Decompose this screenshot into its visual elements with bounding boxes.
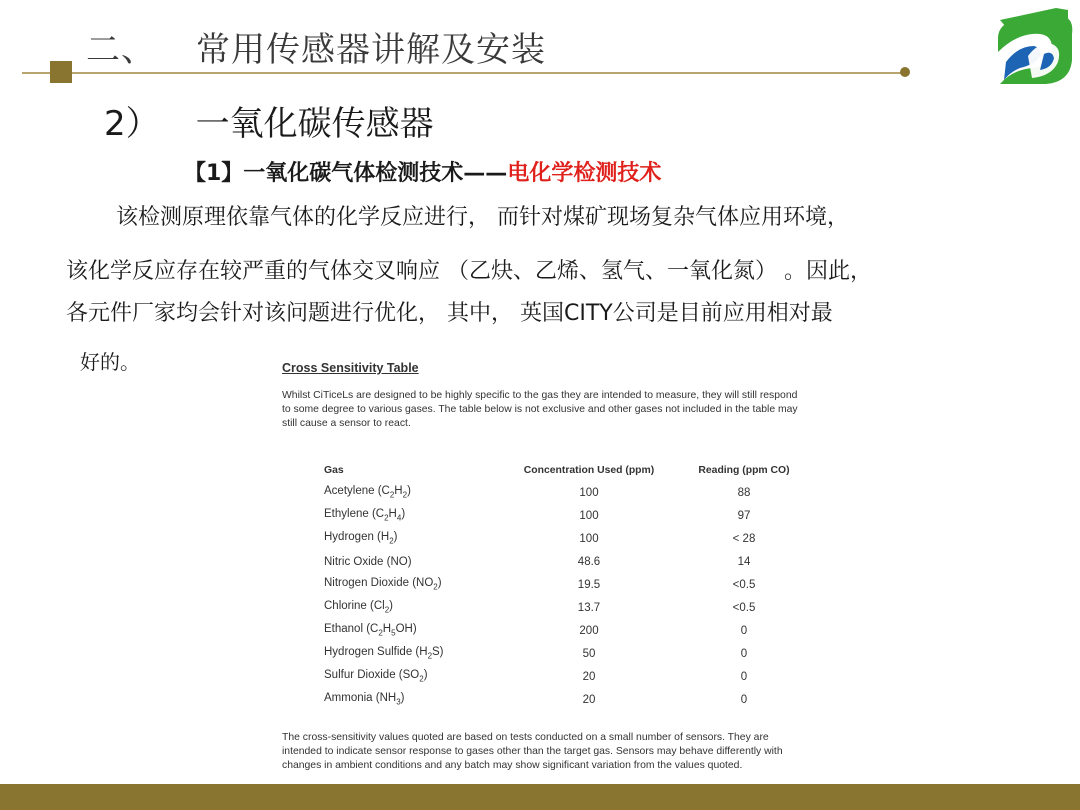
table-row [324,688,804,711]
header-rule [22,72,906,74]
table-header-row [324,459,804,481]
cell-reading: <0.5 [732,601,756,614]
column-header-gas: Gas [324,464,344,476]
paragraph-line-2: 该化学反应存在较严重的气体交叉响应 （乙炔、乙烯、氢气、一氧化氮） 。因此， [66,259,872,284]
table-row [324,573,804,596]
cell-reading: < 28 [732,532,756,545]
cell-reading: 0 [740,693,748,706]
table-title: Cross Sensitivity Table [282,361,419,375]
table-intro-line: still cause a sensor to react. [282,418,411,429]
cell-reading: 14 [737,555,751,568]
table-row [324,550,804,573]
cell-gas: Hydrogen Sulfide $(H_2S)$ [324,646,444,661]
table-intro-line: Whilst CiTiceLs are designed to be highly specific to the gas they are intended to measure, they will still respond [282,390,798,401]
cell-reading: 0 [740,624,748,637]
section-title [86,22,546,71]
cell-concentration: 13.7 [577,601,601,614]
cell-concentration: 100 [579,532,599,545]
cell-gas: Chlorine $(Cl_2)$ [324,600,394,615]
paragraph-line-4: 好的。 [80,350,140,374]
header-dot-marker [900,67,910,77]
column-header-concentration: Concentration Used (ppm) [523,464,655,476]
cell-reading: 88 [737,486,751,499]
cell-concentration: 20 [582,693,596,706]
sub-title-number: 2） [104,104,160,144]
cell-concentration: 100 [579,486,599,499]
heading-prefix: 【1】一氧化碳气体检测技术—— [184,161,508,186]
paragraph-line-3: 各元件厂家均会针对该问题进行优化， 其中， 英国CITY公司是目前应用相对最 [66,301,833,326]
cell-gas: Ethylene $(C_2H_4)$ [324,508,406,523]
cell-concentration: 50 [582,647,596,660]
table-row [324,665,804,688]
table-row [324,596,804,619]
cell-reading: 0 [740,670,748,683]
technique-heading [184,156,661,187]
sub-title [104,96,434,145]
table-intro-line: to some degree to various gases. The table below is not exclusive and other gases not included in the table may [282,404,798,415]
cross-sensitivity-table [324,459,804,711]
table-footnote-line: The cross-sensitivity values quoted are based on tests conducted on a small number of sensors. They are [282,732,769,743]
footer-bar [0,784,1080,810]
cross-sensitivity-table-image [274,355,854,775]
cell-reading: 0 [740,647,748,660]
cell-reading: <0.5 [732,578,756,591]
cell-gas: Nitrogen Dioxide $(NO_2)$ [324,577,442,592]
column-header-reading: Reading (ppm CO) [698,464,790,476]
heading-highlight: 电化学检测技术 [507,161,662,186]
cell-gas: Ammonia $(NH_3)$ [324,692,405,707]
cell-gas: Ethanol $(C_2H_5OH)$ [324,623,417,638]
cell-concentration: 200 [579,624,599,637]
table-intro [282,389,848,431]
table-footnote-line: intended to indicate sensor response to gases other than the target gas. Sensors may behave differently with [282,746,783,757]
cell-concentration: 100 [579,509,599,522]
table-footnote-line: changes in ambient conditions and any batch may show significant variation from the values quoted. [282,760,743,771]
table-footnote [282,731,848,773]
cell-gas: Nitric Oxide (NO) [324,555,412,568]
section-number: 二、 [86,30,156,70]
paragraph-line-1: 该检测原理依靠气体的化学反应进行， 而针对煤矿现场复杂气体应用环境， [116,205,849,230]
header-square-marker [50,61,72,83]
cell-concentration: 19.5 [577,578,601,591]
table-row [324,504,804,527]
section-title-text: 常用传感器讲解及安装 [196,30,546,70]
cell-reading: 97 [737,509,751,522]
company-logo-icon [992,4,1076,88]
table-row [324,619,804,642]
table-row [324,481,804,504]
cell-concentration: 20 [582,670,596,683]
sub-title-text: 一氧化碳传感器 [195,104,434,144]
table-row [324,642,804,665]
cell-gas: Acetylene $(C_2H_2)$ [324,485,411,500]
table-row [324,527,804,550]
cell-gas: Sulfur Dioxide $(SO_2)$ [324,669,428,684]
cell-gas: Hydrogen $(H_2)$ [324,531,398,546]
cell-concentration: 48.6 [577,555,601,568]
